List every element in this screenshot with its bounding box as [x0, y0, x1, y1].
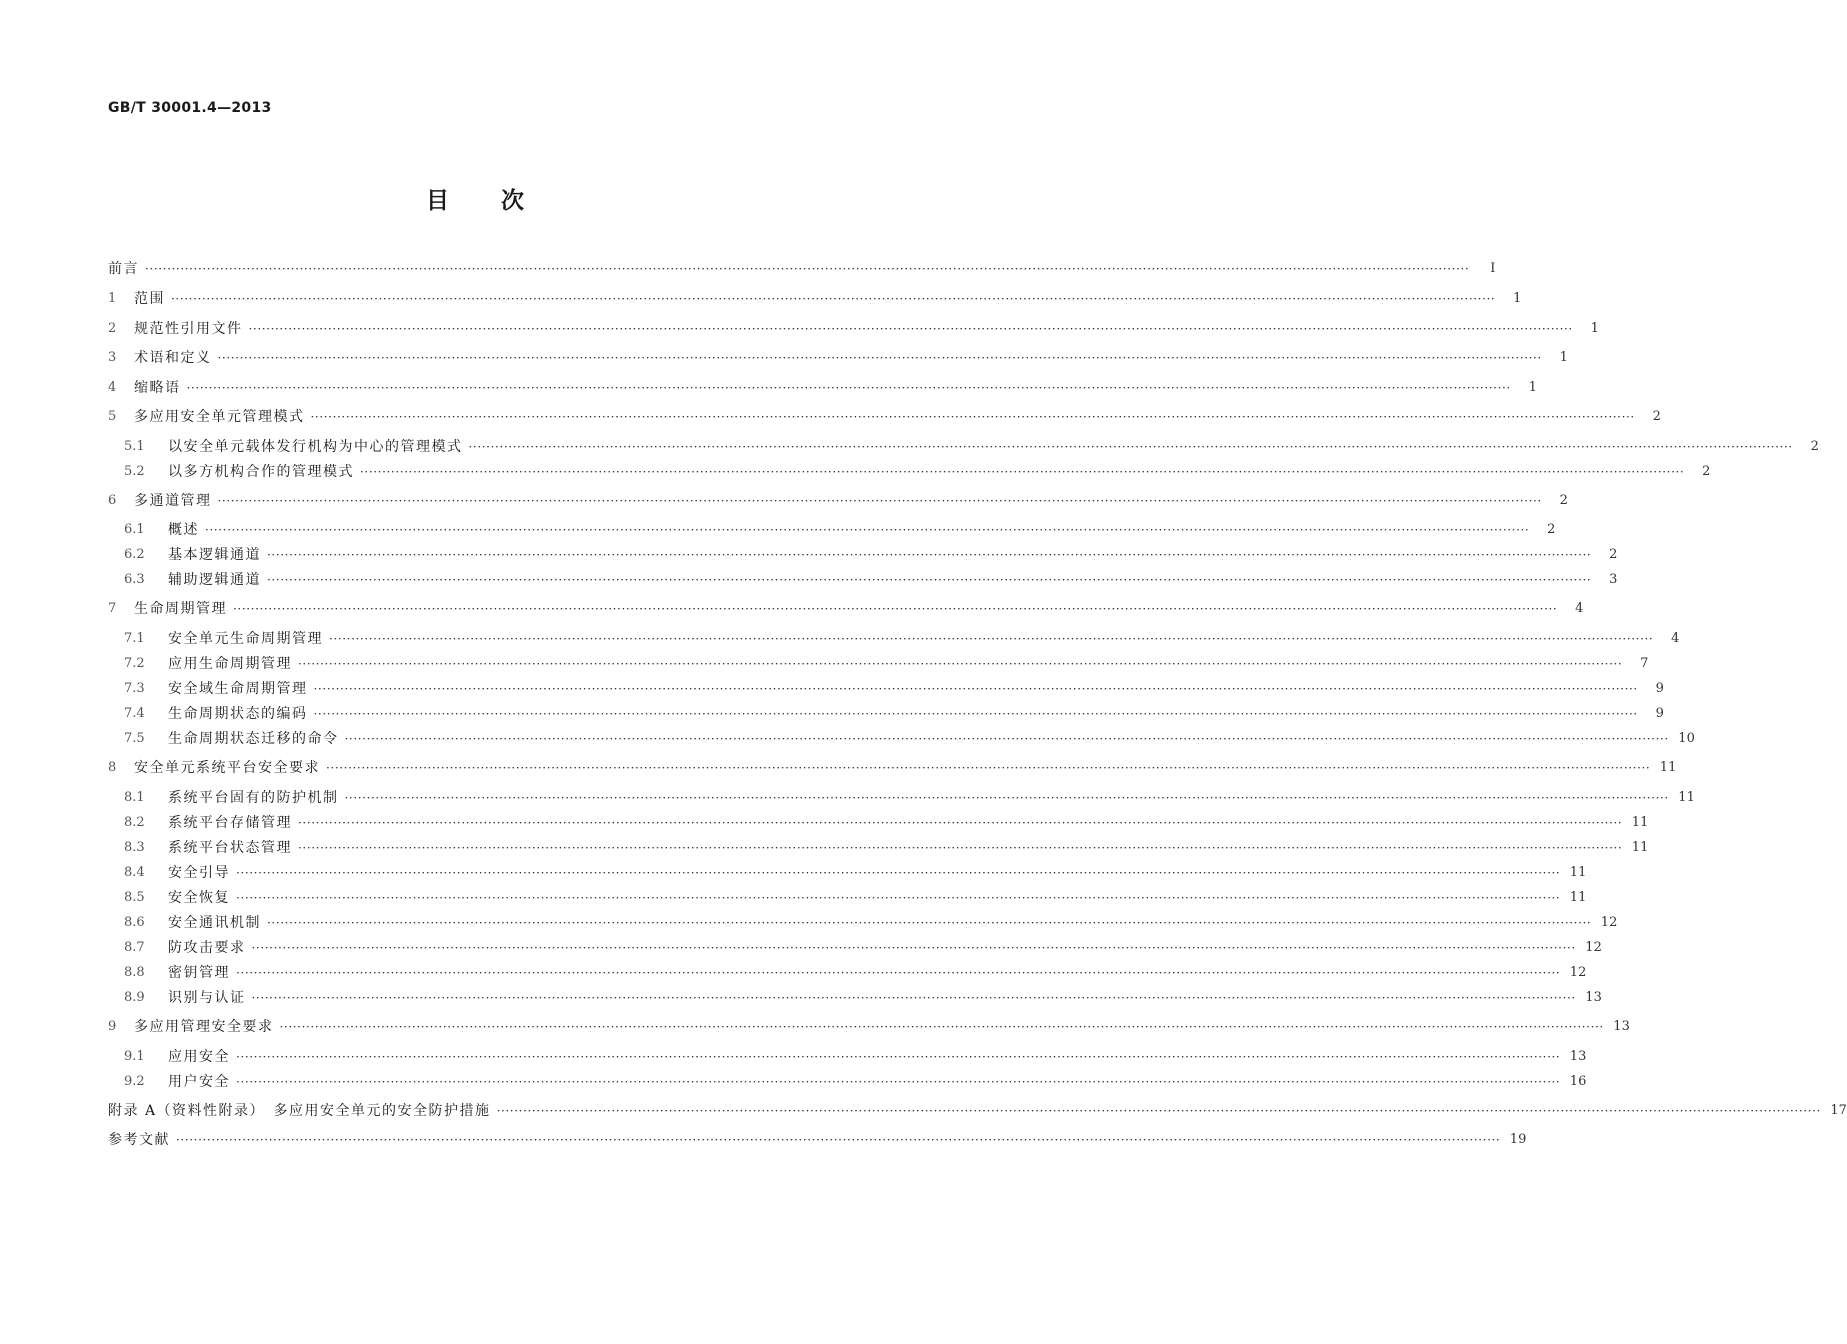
toc-entry-page-number: 2	[1547, 522, 1556, 537]
toc-dot-leader: ············································································································································································································································································································	[267, 548, 1592, 562]
toc-entry-label: 识别与认证	[168, 990, 246, 1006]
toc-entry-label: 附录 A（资料性附录） 多应用安全单元的安全防护措施	[108, 1103, 491, 1119]
toc-entry[interactable]	[108, 678, 1664, 700]
toc-entry-number: 7.3	[124, 681, 145, 696]
toc-entry-label: 系统平台固有的防护机制	[168, 790, 339, 806]
toc-entry-page-number: 2	[1559, 493, 1568, 508]
toc-dot-leader: ············································································································································································································································································································	[176, 1133, 1501, 1147]
toc-entry[interactable]	[108, 377, 1537, 399]
toc-entry-page-number: 11	[1569, 865, 1587, 880]
toc-entry-number: 8.6	[124, 915, 145, 930]
toc-entry-label: 概述	[168, 522, 199, 538]
toc-entry-label: 多应用管理安全要求	[134, 1019, 274, 1035]
toc-entry-page-number: 2	[1609, 547, 1618, 562]
toc-entry-label: 生命周期状态的编码	[168, 706, 308, 722]
toc-entry-label: 用户安全	[168, 1074, 230, 1090]
toc-dot-leader: ············································································································································································································································································································	[236, 966, 1561, 980]
toc-entry-number: 9.2	[124, 1074, 145, 1089]
toc-title-char-1: 目	[426, 188, 449, 214]
toc-entry-number: 9.1	[124, 1049, 145, 1064]
toc-entry[interactable]	[108, 1100, 1847, 1122]
toc-entry-page-number: 3	[1609, 572, 1618, 587]
toc-entry-number: 5.1	[124, 439, 145, 454]
toc-entry[interactable]	[108, 653, 1649, 675]
toc-entry[interactable]	[108, 728, 1695, 750]
toc-entry-page-number: 1	[1559, 350, 1568, 365]
toc-entry-label: 多通道管理	[134, 493, 212, 509]
toc-entry-number: 7.5	[124, 731, 145, 746]
toc-entry-page-number: 9	[1655, 681, 1664, 696]
toc-entry-number: 7.2	[124, 656, 145, 671]
toc-entry[interactable]	[108, 962, 1587, 984]
toc-entry[interactable]	[108, 519, 1556, 541]
toc-entry[interactable]	[108, 937, 1602, 959]
toc-entry-page-number: 12	[1585, 940, 1602, 955]
toc-entry-label: 术语和定义	[134, 350, 212, 366]
toc-entry[interactable]	[108, 347, 1568, 369]
toc-dot-leader: ············································································································································································································································································································	[329, 632, 1654, 646]
toc-dot-leader: ············································································································································································································································································································	[186, 381, 1511, 395]
toc-entry-page-number: 1	[1528, 380, 1537, 395]
toc-dot-leader: ············································································································································································································································································································	[326, 761, 1651, 775]
toc-entry-page-number: 2	[1702, 464, 1711, 479]
toc-entry[interactable]	[108, 837, 1649, 859]
toc-entry[interactable]	[108, 703, 1664, 725]
toc-entry[interactable]	[108, 1071, 1587, 1093]
toc-dot-leader: ············································································································································································································································································································	[236, 1050, 1561, 1064]
toc-entry-page-number: 11	[1631, 815, 1649, 830]
toc-dot-leader: ············································································································································································································································································································	[236, 891, 1561, 905]
toc-dot-leader: ············································································································································································································································································································	[145, 262, 1470, 276]
toc-dot-leader: ············································································································································································································································································································	[251, 991, 1576, 1005]
toc-entry-page-number: 7	[1640, 656, 1649, 671]
toc-entry-label: 应用安全	[168, 1049, 230, 1065]
toc-title	[0, 182, 950, 215]
toc-dot-leader: ············································································································································································································································································································	[236, 866, 1561, 880]
toc-dot-leader: ············································································································································································································································································································	[267, 573, 1592, 587]
toc-entry[interactable]	[108, 987, 1602, 1009]
toc-entry[interactable]	[108, 1046, 1587, 1068]
toc-entry-label: 生命周期管理	[134, 601, 227, 617]
toc-entry-number: 8.4	[124, 865, 145, 880]
toc-entry-label: 生命周期状态迁移的命令	[168, 731, 339, 747]
toc-entry-label: 安全恢复	[168, 890, 230, 906]
toc-entry[interactable]	[108, 461, 1711, 483]
toc-entry[interactable]	[108, 862, 1587, 884]
toc-entry-page-number: 13	[1613, 1019, 1630, 1034]
toc-entry-page-number: 2	[1652, 409, 1661, 424]
toc-entry-page-number: 17	[1830, 1103, 1847, 1118]
toc-entry-number: 3	[108, 350, 117, 365]
toc-entry-number: 5	[108, 409, 117, 424]
toc-entry-label: 基本逻辑通道	[168, 547, 261, 563]
toc-entry-label: 规范性引用文件	[134, 321, 243, 337]
toc-entry-label: 安全单元系统平台安全要求	[134, 760, 320, 776]
toc-entry-page-number: 16	[1569, 1074, 1587, 1089]
toc-entry-label: 以安全单元载体发行机构为中心的管理模式	[168, 439, 463, 455]
toc-entry-page-number: 13	[1569, 1049, 1587, 1064]
toc-entry-label: 参考文献	[108, 1132, 170, 1148]
toc-entry-label: 系统平台存储管理	[168, 815, 292, 831]
toc-entry-number: 8.9	[124, 990, 145, 1005]
toc-entry[interactable]	[108, 598, 1584, 620]
toc-entry[interactable]	[108, 318, 1599, 340]
toc-entry-number: 7.1	[124, 631, 145, 646]
toc-dot-leader: ············································································································································································································································································································	[236, 1075, 1561, 1089]
toc-dot-leader: ············································································································································································································································································································	[344, 732, 1669, 746]
toc-entry-number: 1	[108, 291, 117, 306]
toc-dot-leader: ············································································································································································································································································································	[298, 816, 1623, 830]
toc-entry-number: 6.1	[124, 522, 145, 537]
toc-title-char-2: 次	[501, 188, 524, 214]
toc-entry-page-number: 19	[1509, 1132, 1527, 1147]
toc-dot-leader: ············································································································································································································································································································	[468, 440, 1793, 454]
toc-entry-number: 5.2	[124, 464, 145, 479]
toc-entry-label: 范围	[134, 291, 165, 307]
toc-entry-label: 安全引导	[168, 865, 230, 881]
toc-entry-number: 8.8	[124, 965, 145, 980]
toc-entry-page-number: 11	[1678, 790, 1695, 805]
toc-entry[interactable]	[108, 436, 1819, 458]
toc-entry-label: 密钥管理	[168, 965, 230, 981]
toc-entry-label: 安全单元生命周期管理	[168, 631, 323, 647]
toc-entry-number: 8.5	[124, 890, 145, 905]
toc-entry-number: 8	[108, 760, 117, 775]
toc-entry-label: 安全通讯机制	[168, 915, 261, 931]
toc-entry[interactable]	[108, 490, 1568, 512]
toc-entry-number: 2	[108, 321, 117, 336]
toc-dot-leader: ············································································································································································································································································································	[360, 465, 1685, 479]
toc-entry-label: 应用生命周期管理	[168, 656, 292, 672]
toc-entry-page-number: 12	[1600, 915, 1618, 930]
toc-dot-leader: ············································································································································································································································································································	[344, 791, 1669, 805]
toc-entry-label: 多应用安全单元管理模式	[134, 409, 305, 425]
toc-entry-number: 8.7	[124, 940, 145, 955]
toc-entry[interactable]	[108, 569, 1618, 591]
toc-dot-leader: ············································································································································································································································································································	[233, 602, 1558, 616]
toc-entry[interactable]	[108, 1129, 1527, 1151]
toc-entry-page-number: 11	[1569, 890, 1587, 905]
toc-dot-leader: ············································································································································································································································································································	[496, 1104, 1821, 1118]
toc-entry-page-number: 10	[1678, 731, 1695, 746]
toc-entry[interactable]	[108, 757, 1677, 779]
toc-entry-label: 缩略语	[134, 380, 181, 396]
toc-entry[interactable]	[108, 887, 1587, 909]
toc-dot-leader: ············································································································································································································································································································	[279, 1020, 1604, 1034]
toc-entry-label: 以多方机构合作的管理模式	[168, 464, 354, 480]
toc-entry[interactable]	[108, 912, 1618, 934]
toc-entry[interactable]	[108, 787, 1695, 809]
toc-entry-label: 辅助逻辑通道	[168, 572, 261, 588]
toc-entry-number: 6	[108, 493, 117, 508]
toc-dot-leader: ············································································································································································································································································································	[248, 322, 1573, 336]
standard-number: GB/T 30001.4—2013	[108, 100, 272, 116]
toc-entry[interactable]	[108, 288, 1522, 310]
toc-entry-label: 前言	[108, 261, 139, 277]
toc-entry[interactable]	[108, 544, 1618, 566]
toc-entry[interactable]	[108, 1016, 1630, 1038]
toc-entry-number: 8.2	[124, 815, 145, 830]
toc-dot-leader: ············································································································································································································································································································	[310, 410, 1635, 424]
toc-dot-leader: ············································································································································································································································································································	[251, 941, 1576, 955]
toc-entry[interactable]	[108, 812, 1649, 834]
toc-entry-number: 7	[108, 601, 117, 616]
toc-dot-leader: ············································································································································································································································································································	[171, 292, 1496, 306]
toc-entry-page-number: Ⅰ	[1490, 261, 1496, 276]
toc-dot-leader: ············································································································································································································································································································	[205, 523, 1530, 537]
toc-dot-leader: ············································································································································································································································································································	[313, 707, 1638, 721]
toc-entry-page-number: 9	[1655, 706, 1664, 721]
toc-entry-page-number: 2	[1810, 439, 1819, 454]
toc-entry-number: 6.2	[124, 547, 145, 562]
toc-entry-page-number: 13	[1585, 990, 1602, 1005]
toc-entry[interactable]	[108, 258, 1496, 280]
toc-entry-page-number: 12	[1569, 965, 1587, 980]
toc-dot-leader: ············································································································································································································································································································	[298, 657, 1623, 671]
toc-entry-number: 8.3	[124, 840, 145, 855]
toc-dot-leader: ············································································································································································································································································································	[267, 916, 1592, 930]
toc-entry-label: 防攻击要求	[168, 940, 246, 956]
toc-entry-label: 安全域生命周期管理	[168, 681, 308, 697]
toc-entry-label: 系统平台状态管理	[168, 840, 292, 856]
toc-entry-page-number: 11	[1659, 760, 1677, 775]
toc-dot-leader: ············································································································································································································································································································	[217, 494, 1542, 508]
toc-entry-page-number: 4	[1575, 601, 1584, 616]
toc-entry-number: 4	[108, 380, 117, 395]
toc-entry-page-number: 4	[1671, 631, 1680, 646]
toc-entry-page-number: 1	[1590, 321, 1599, 336]
toc-entry-number: 6.3	[124, 572, 145, 587]
toc-entry-number: 7.4	[124, 706, 145, 721]
toc-entry[interactable]	[108, 406, 1661, 428]
toc-dot-leader: ············································································································································································································································································································	[217, 351, 1542, 365]
toc-entry[interactable]	[108, 628, 1680, 650]
toc-entry-page-number: 1	[1513, 291, 1522, 306]
toc-entry-number: 9	[108, 1019, 117, 1034]
toc-dot-leader: ············································································································································································································································································································	[298, 841, 1623, 855]
toc-dot-leader: ············································································································································································································································································································	[313, 682, 1638, 696]
toc-entry-page-number: 11	[1631, 840, 1649, 855]
toc-entry-number: 8.1	[124, 790, 145, 805]
